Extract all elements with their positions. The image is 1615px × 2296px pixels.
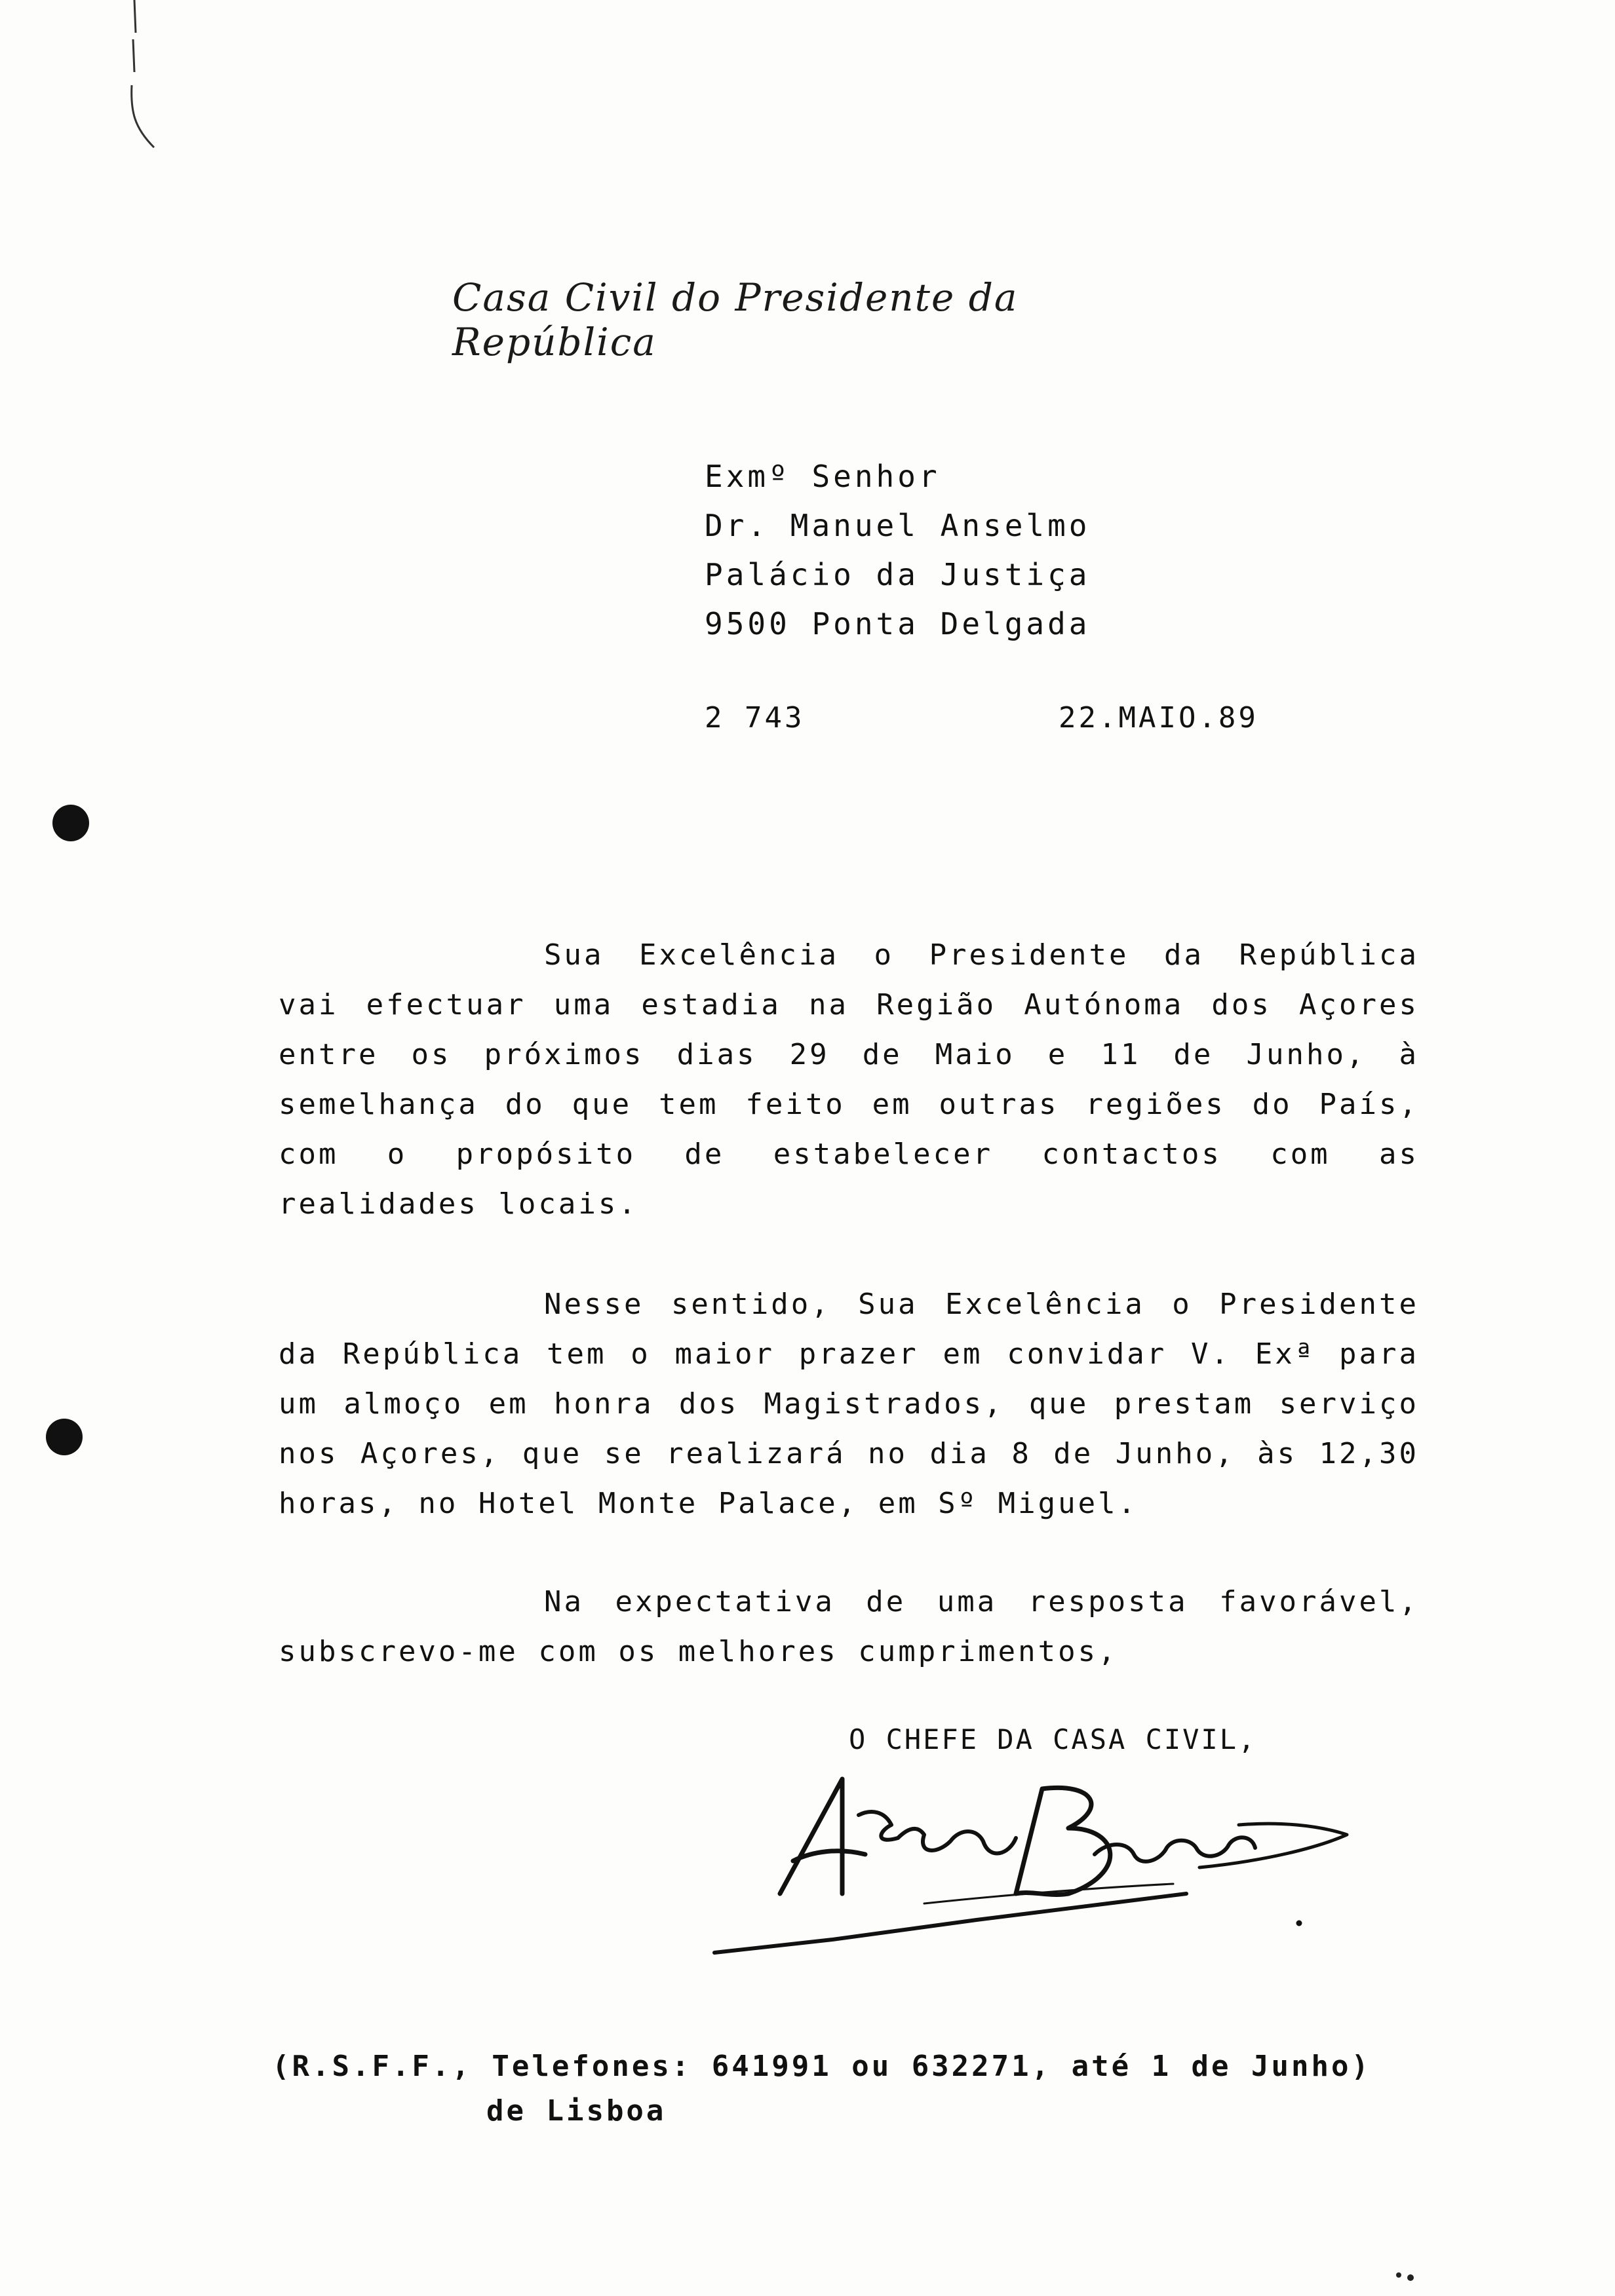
- body-paragraph: [279, 930, 1419, 1229]
- recipient-line: Dr. Manuel Anselmo: [705, 508, 1091, 543]
- body-paragraph: [279, 1577, 1419, 1677]
- footer-note: [272, 2044, 1371, 2133]
- punch-hole-bottom: [46, 1419, 83, 1455]
- margin-scratch-mark: [121, 0, 167, 157]
- punch-hole-top: [52, 805, 89, 841]
- footer-line: de Lisboa: [486, 2094, 667, 2128]
- recipient-line: 9500 Ponta Delgada: [705, 606, 1091, 641]
- paragraph-text: Na expectativa de uma resposta favorável, subscrevo-me com os melhores cumprimentos,: [279, 1585, 1419, 1668]
- body-paragraph: [279, 1280, 1419, 1529]
- paragraph-text: Sua Excelência o Presidente da República vai efectuar uma estadia na Região Autónoma dos Açores entre os próximos dias 29 de Maio e 11 de Junho, à semelhança do que tem feito em outras regiões do País, com o propósito de estabelecer contactos com as realidades locais.: [279, 938, 1419, 1221]
- recipient-line: Palácio da Justiça: [705, 557, 1091, 592]
- footer-line: (R.S.F.F., Telefones: 641991 ou 632271, até 1 de Junho): [272, 2050, 1371, 2083]
- reference-number: 2 743: [705, 701, 805, 735]
- signoff-title: O CHEFE DA CASA CIVIL,: [849, 1723, 1257, 1755]
- recipient-address: [705, 452, 1091, 649]
- corner-dots-mark: [1390, 2267, 1422, 2287]
- paragraph-text: Nesse sentido, Sua Excelência o Presidente da República tem o maior prazer em convidar V. Exª para um almoço em honra dos Magistrados, que prestam serviço nos Açores, que se realizará no dia 8 de Junho, às 12,30 horas, no Hotel Monte Palace, em Sº Miguel.: [279, 1288, 1419, 1520]
- letter-date: 22.MAIO.89: [1059, 701, 1258, 735]
- handwritten-signature: [701, 1763, 1357, 1959]
- recipient-line: Exmº Senhor: [705, 459, 941, 494]
- letterhead: Casa Civil do Presidente da República: [452, 275, 1019, 364]
